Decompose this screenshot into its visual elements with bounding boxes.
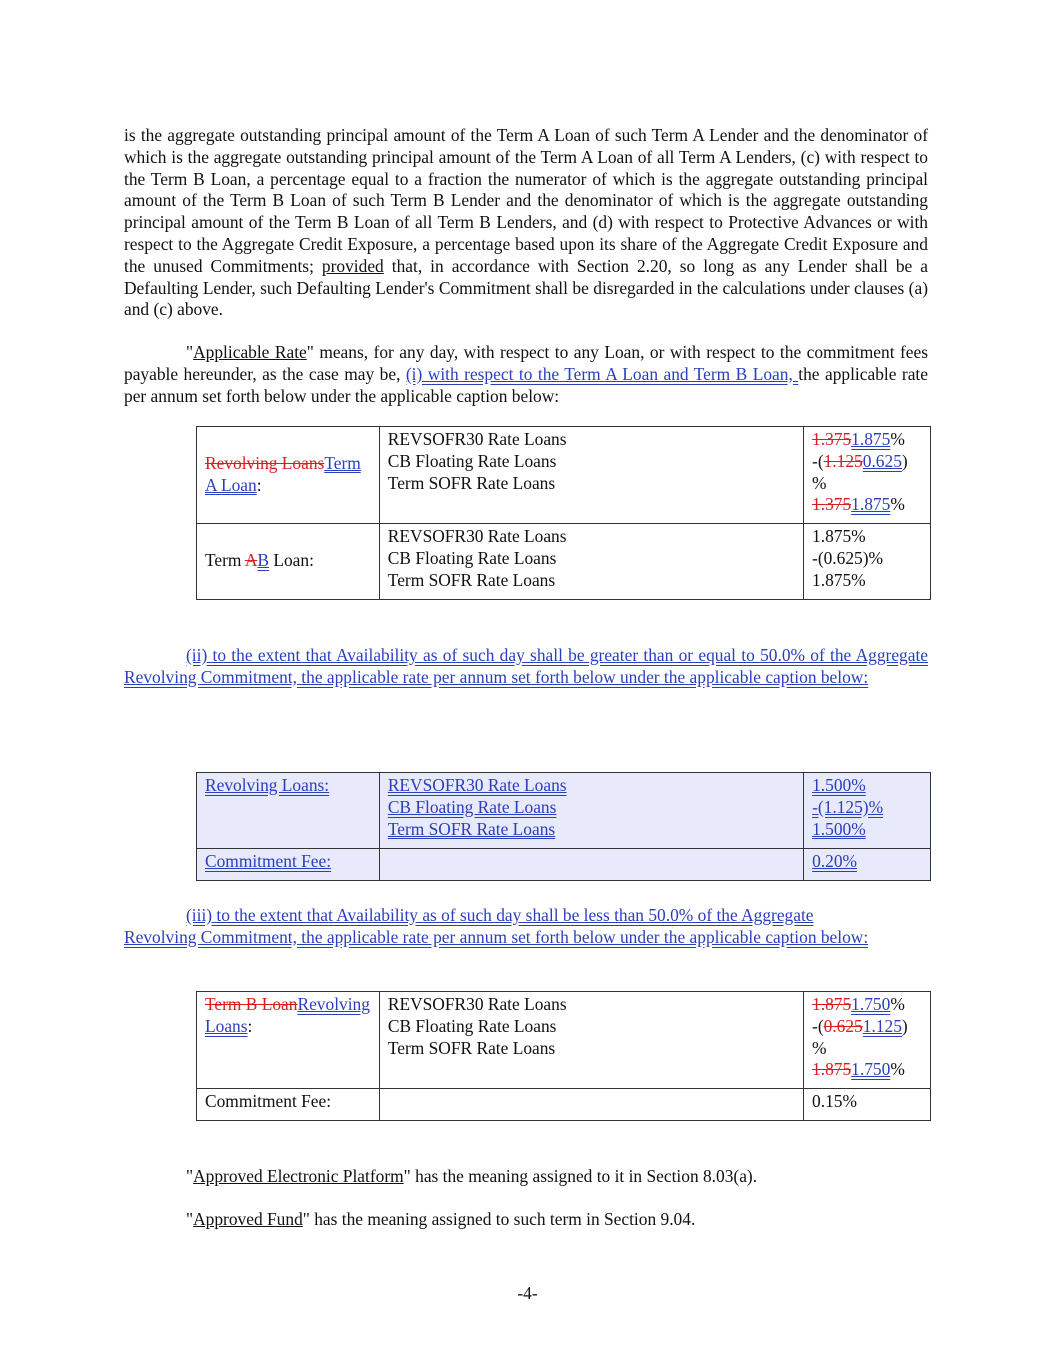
table-row bbox=[197, 1089, 931, 1121]
inserted-text: (ii) to the extent that Availability as of such day shall be greater than or equal to 50.0% of the Aggregate Revolving Commitment, the applicable rate per annum set forth below under the applicable caption below: bbox=[124, 645, 928, 687]
rates: 0.15% bbox=[804, 1089, 931, 1121]
approved-electronic-platform-definition: "Approved Electronic Platform" has the meaning assigned to it in Section 8.03(a). bbox=[186, 1166, 758, 1186]
rates: 1.500% -(1.125)% 1.500% bbox=[804, 773, 931, 849]
applicable-rate-term: Applicable Rate bbox=[193, 342, 307, 362]
provided-term: provided bbox=[321, 255, 384, 276]
row-label: Term B LoanRevolving Loans: bbox=[197, 992, 380, 1089]
rates: 1.875% -(0.625)% 1.875% bbox=[804, 524, 931, 600]
table-row bbox=[197, 427, 931, 524]
clause-iii bbox=[124, 905, 888, 949]
rates: 0.20% bbox=[804, 849, 931, 881]
table-row bbox=[197, 524, 931, 600]
intro-text-2: that, in accordance with Section 2.20, so long as any Lender shall be a Defaulting Lender, such Defaulting Lender's Commitment shall be disregarded in the calculations under clauses (a) and (c) above. bbox=[124, 255, 928, 320]
applicable-rate-paragraph: "Applicable Rate" means, for any day, with respect to any Loan, or with respect to the commitment fees payable hereunder, as the case may be, (i) with respect to the Term A Loan and Term B Loan, the applicable rate per annum set forth below under the applicable caption below: bbox=[124, 342, 928, 406]
inserted-text: Term A Loan bbox=[205, 452, 361, 495]
inserted-text: (i) with respect to the Term A Loan and Term B Loan, bbox=[405, 363, 799, 384]
intro-text: is the aggregate outstanding principal amount of the Term A Loan of such Term A Lender and the denominator of which is the aggregate outstanding principal amount of the Term A Loan of all Term A Lenders, (c) with respect to the Term B Loan, a percentage equal to a fraction the numerator of which is the aggregate outstanding principal amount of the Term B Loan of such Term B Lender and the denominator of which is the aggregate outstanding principal amount of the Term B Loan of all Term B Lenders, and (d) with respect to Protective Advances or with respect to the Aggregate Credit Exposure, a percentage based upon its share of the Aggregate Credit Exposure and the unused Commitments; bbox=[124, 125, 928, 276]
row-label: Commitment Fee: bbox=[197, 849, 380, 881]
rates: 1.3751.875% -(1.1250.625) % 1.3751.875% bbox=[804, 427, 931, 524]
inserted-text: B bbox=[257, 550, 270, 571]
row-label: Term AB Loan: bbox=[197, 524, 380, 600]
table-row bbox=[197, 773, 931, 849]
rate-table-1 bbox=[196, 426, 931, 600]
rate-table-3 bbox=[196, 991, 931, 1121]
row-label: Revolving LoansTerm A Loan: bbox=[197, 427, 380, 524]
table-row bbox=[197, 992, 931, 1089]
deleted-text: Revolving Loans bbox=[205, 452, 325, 473]
clause-ii bbox=[124, 645, 928, 689]
defined-term: Approved Fund bbox=[193, 1209, 303, 1229]
rates: 1.8751.750% -(0.6251.125) % 1.8751.750% bbox=[804, 992, 931, 1089]
deleted-text: A bbox=[244, 550, 258, 571]
loan-types: REVSOFR30 Rate Loans CB Floating Rate Loans Term SOFR Rate Loans bbox=[379, 427, 803, 524]
defined-term: Approved Electronic Platform bbox=[193, 1166, 404, 1186]
deleted-text: Term B Loan bbox=[205, 994, 298, 1014]
inserted-text: (iii) to the extent that Availability as of such day shall be less than 50.0% of the Aggregate Revolving Commitment, the applicable rate per annum set forth below under the applicable caption below: bbox=[124, 905, 869, 947]
intro-paragraph bbox=[124, 125, 928, 321]
loan-types: REVSOFR30 Rate Loans CB Floating Rate Loans Term SOFR Rate Loans bbox=[379, 524, 803, 600]
row-label: Commitment Fee: bbox=[197, 1089, 380, 1121]
rate-table-2 bbox=[196, 772, 931, 881]
approved-fund-definition: "Approved Fund" has the meaning assigned to such term in Section 9.04. bbox=[186, 1209, 696, 1229]
row-label: Revolving Loans: bbox=[197, 773, 380, 849]
table-row bbox=[197, 849, 931, 881]
loan-types: REVSOFR30 Rate Loans CB Floating Rate Loans Term SOFR Rate Loans bbox=[379, 773, 803, 849]
page-number: -4- bbox=[517, 1283, 538, 1303]
inserted-text: Revolving Loans bbox=[205, 994, 370, 1036]
loan-types: REVSOFR30 Rate Loans CB Floating Rate Loans Term SOFR Rate Loans bbox=[379, 992, 803, 1089]
